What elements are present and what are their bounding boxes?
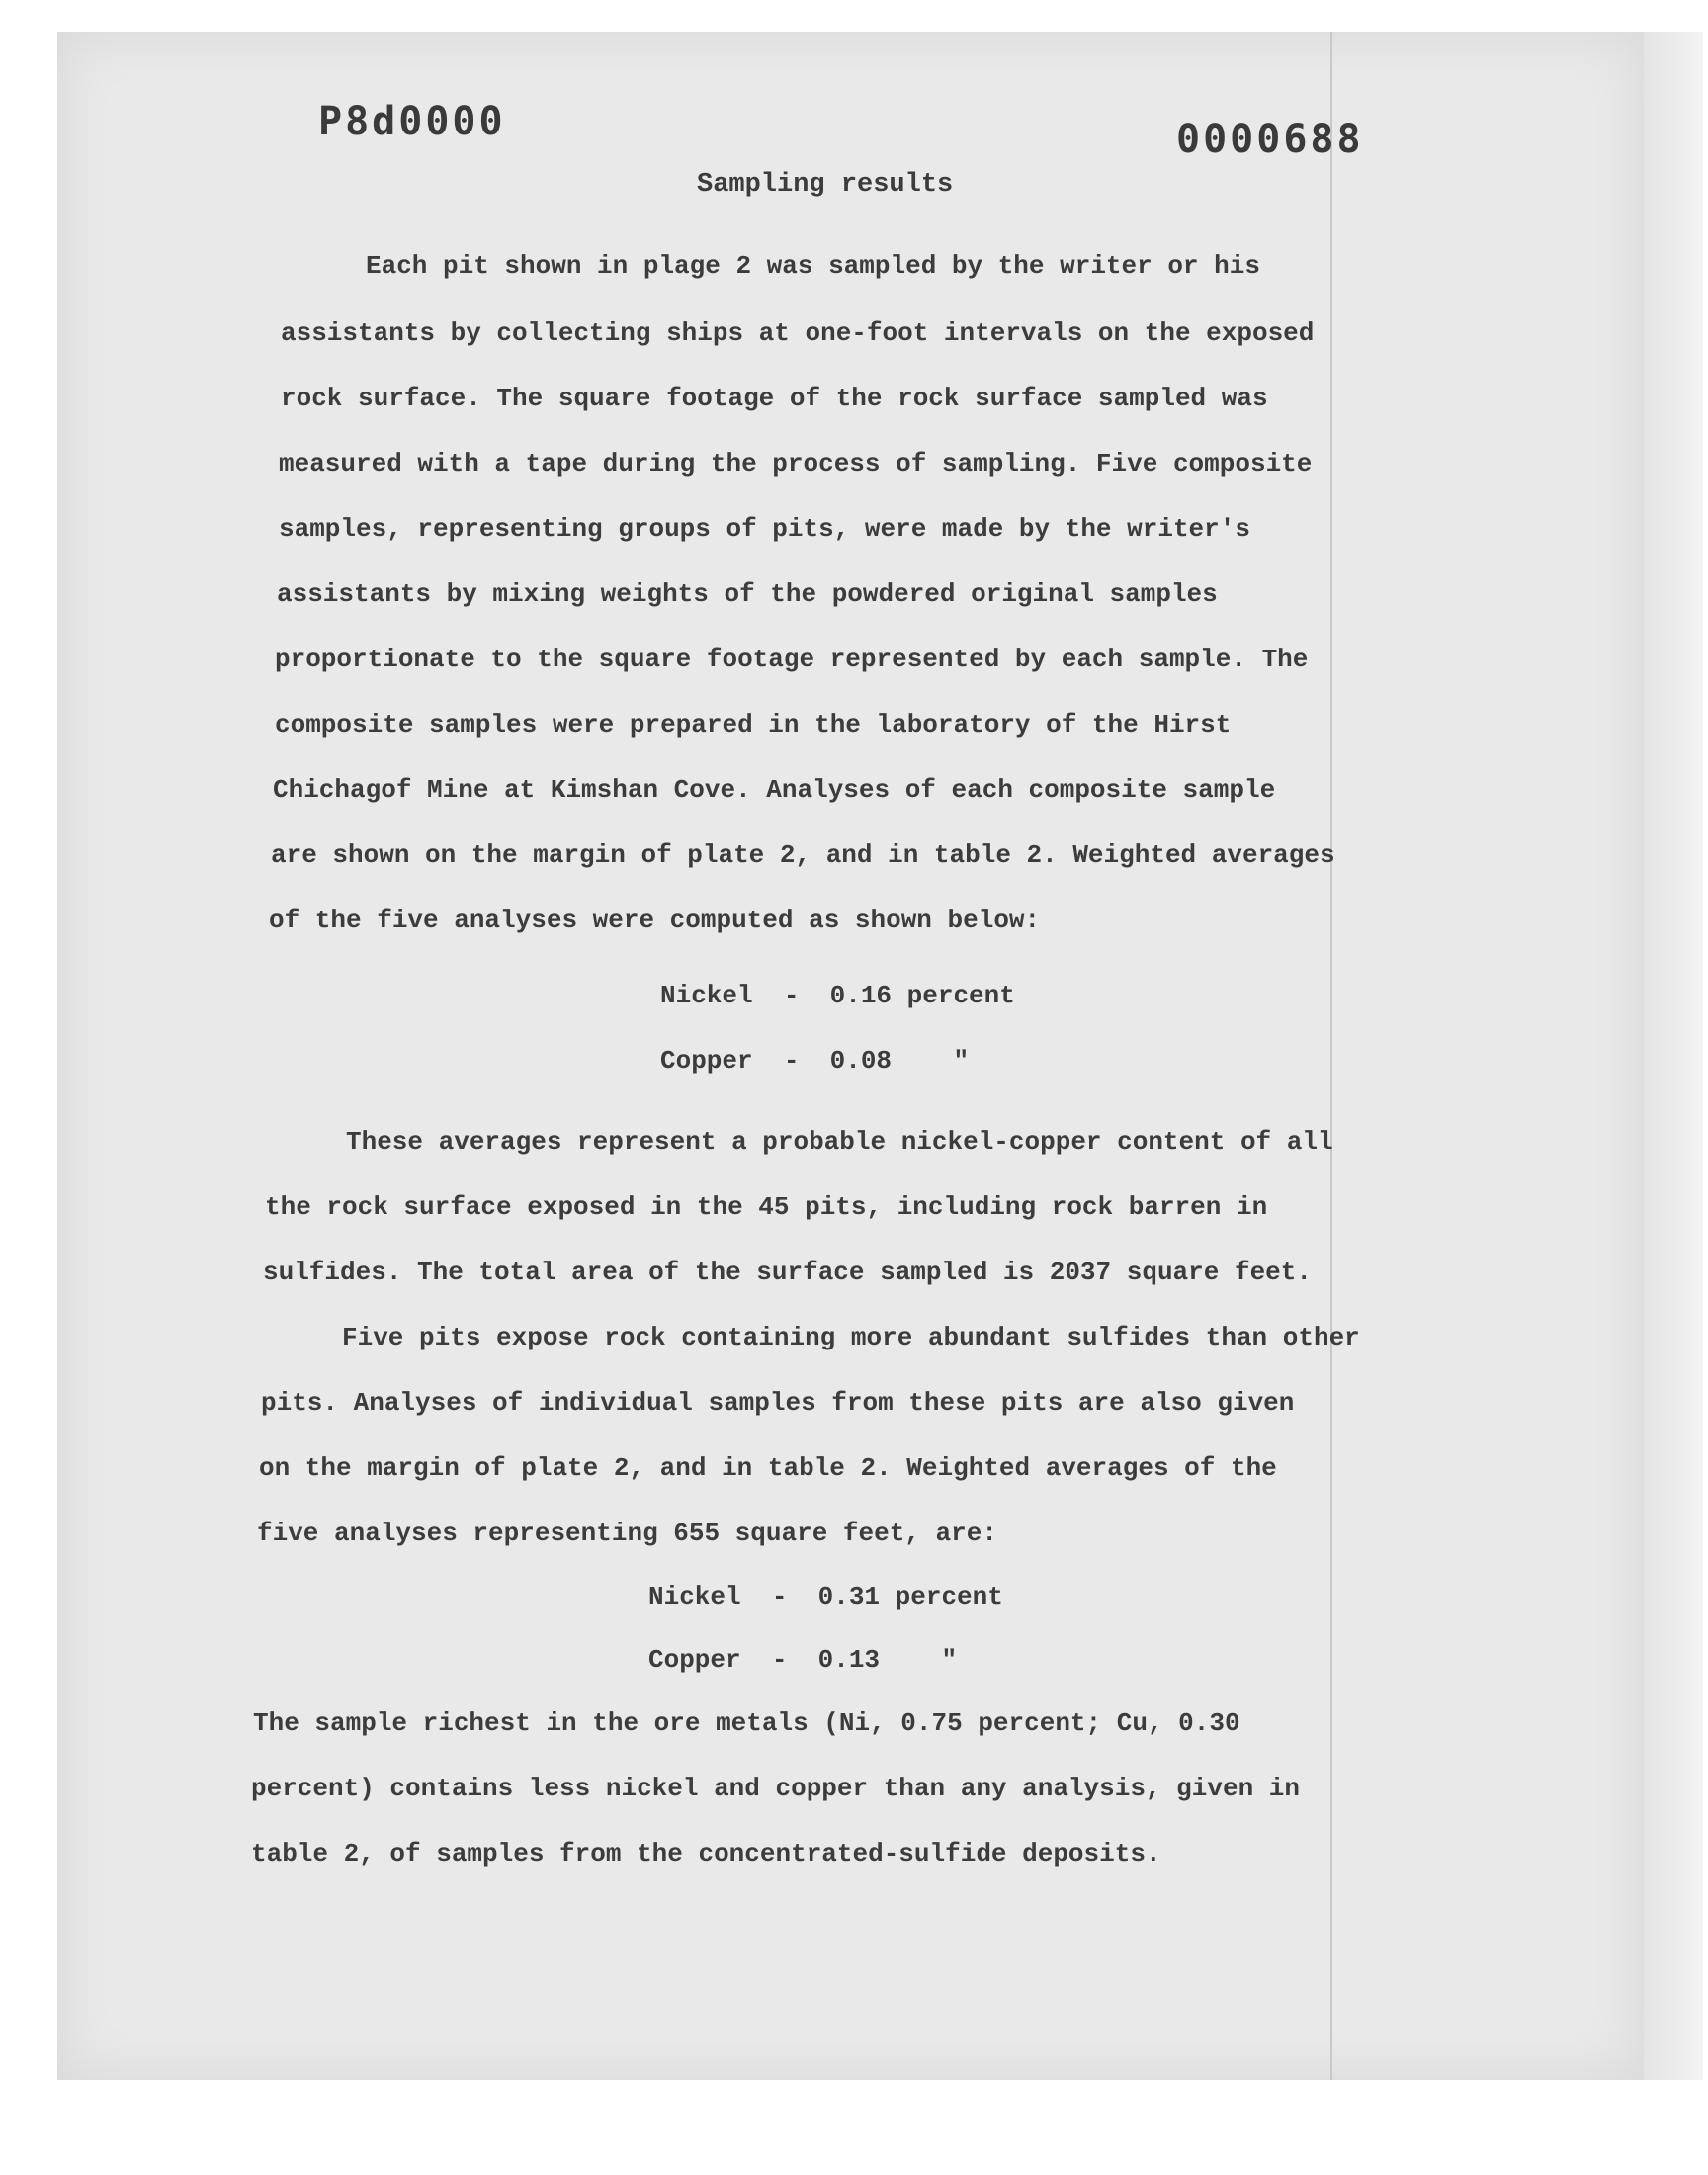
text-line: rock surface. The square footage of the rock surface sampled was bbox=[281, 384, 1268, 413]
text-line: table 2, of samples from the concentrated-sulfide deposits. bbox=[251, 1839, 1161, 1869]
text-line: proportionate to the square footage represented by each sample. The bbox=[275, 645, 1309, 674]
text-line: of the five analyses were computed as shown below: bbox=[269, 906, 1041, 935]
text-line: Five pits expose rock containing more abundant sulfides than other bbox=[342, 1323, 1360, 1352]
text-line: the rock surface exposed in the 45 pits, including rock barren in bbox=[265, 1192, 1268, 1222]
text-line: These averages represent a probable nickel-copper content of all bbox=[346, 1127, 1333, 1157]
page-stamp-right: 0000688 bbox=[1176, 117, 1364, 162]
page-edge bbox=[1644, 32, 1703, 2080]
text-line: are shown on the margin of plate 2, and in table 2. Weighted averages bbox=[271, 840, 1335, 870]
text-line: The sample richest in the ore metals (Ni, 0.75 percent; Cu, 0.30 bbox=[253, 1708, 1240, 1738]
page-stamp-left: P8d0000 bbox=[318, 99, 506, 144]
text-line: Chichagof Mine at Kimshan Cove. Analyses of each composite sample bbox=[273, 775, 1276, 805]
text-line: percent) contains less nickel and copper than any analysis, given in bbox=[251, 1774, 1300, 1803]
text-line: sulfides. The total area of the surface sampled is 2037 square feet. bbox=[263, 1258, 1312, 1287]
text-line: measured with a tape during the process of sampling. Five composite bbox=[279, 449, 1313, 478]
average-copper-line: Copper - 0.08 " bbox=[660, 1046, 970, 1076]
text-line: assistants by mixing weights of the powdered original samples bbox=[277, 579, 1218, 609]
average-nickel-line: Nickel - 0.31 percent bbox=[648, 1582, 1003, 1611]
text-line: assistants by collecting ships at one-foot intervals on the exposed bbox=[281, 318, 1315, 348]
text-line: Each pit shown in plage 2 was sampled by the writer or his bbox=[366, 251, 1260, 281]
average-copper-line: Copper - 0.13 " bbox=[648, 1645, 958, 1675]
text-line: on the margin of plate 2, and in table 2. Weighted averages of the bbox=[259, 1453, 1277, 1483]
text-line: samples, representing groups of pits, were made by the writer's bbox=[279, 514, 1250, 544]
average-nickel-line: Nickel - 0.16 percent bbox=[660, 981, 1015, 1010]
page-title: Sampling results bbox=[697, 170, 954, 200]
text-line: five analyses representing 655 square feet, are: bbox=[257, 1519, 997, 1548]
text-line: composite samples were prepared in the laboratory of the Hirst bbox=[275, 710, 1232, 740]
fold-line bbox=[1330, 32, 1332, 2080]
text-line: pits. Analyses of individual samples from these pits are also given bbox=[261, 1388, 1295, 1418]
